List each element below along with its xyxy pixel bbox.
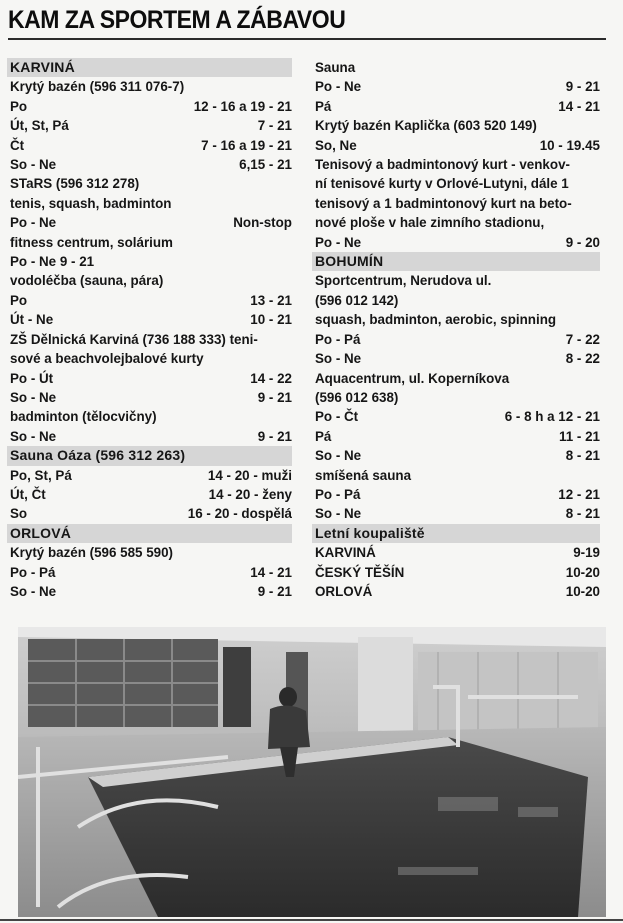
schedule-hours: 9 - 21	[257, 428, 292, 444]
listing-text: ní tenisové kurty v Orlové-Lutyni, dále 1	[315, 176, 569, 192]
schedule-row	[10, 213, 292, 232]
schedule-hours: 14 - 22	[250, 370, 292, 386]
section-header: KARVINÁ	[7, 58, 292, 77]
schedule-days: Pá	[315, 98, 332, 114]
schedule-hours: 7 - 21	[257, 118, 292, 134]
listing-text: Aquacentrum, ul. Koperníkova	[315, 370, 510, 386]
schedule-row	[10, 485, 292, 504]
schedule-row	[10, 369, 292, 388]
schedule-hours: Non-stop	[233, 215, 292, 231]
schedule-days: So - Ne	[10, 428, 57, 444]
schedule-hours: 9 - 21	[565, 79, 600, 95]
schedule-hours: 10 - 21	[250, 312, 292, 328]
schedule-days: So - Ne	[10, 583, 57, 599]
schedule-days: Út, Čt	[10, 486, 46, 502]
schedule-row	[10, 466, 292, 485]
listing-text: (596 012 638)	[315, 389, 399, 405]
schedule-days: So - Ne	[10, 157, 57, 173]
schedule-row	[10, 136, 292, 155]
schedule-row	[315, 504, 600, 523]
schedule-row	[315, 485, 600, 504]
schedule-days: So - Ne	[315, 351, 362, 367]
section-header: Sauna Oáza (596 312 263)	[7, 446, 292, 465]
schedule-row	[315, 427, 600, 446]
listing-text: Krytý bazén Kaplička (603 520 149)	[315, 118, 537, 134]
schedule-days: Pá	[315, 428, 332, 444]
schedule-row	[315, 97, 600, 116]
schedule-hours: 8 - 21	[565, 448, 600, 464]
listing-text: Sportcentrum, Nerudova ul.	[315, 273, 492, 289]
schedule-hours: 14 - 20 - muži	[207, 467, 292, 483]
schedule-days: Út, St, Pá	[10, 118, 69, 134]
schedule-hours: 14 - 21	[558, 98, 600, 114]
schedule-days: Po - Čt	[315, 409, 359, 425]
schedule-row	[315, 563, 600, 582]
schedule-days: Po - Pá	[10, 564, 56, 580]
listing-text: tenisový a 1 badmintonový kurt na beto-	[315, 195, 572, 211]
schedule-row	[10, 563, 292, 582]
schedule-days: So - Ne	[315, 448, 362, 464]
schedule-row	[315, 446, 600, 465]
bottom-rule	[0, 919, 623, 921]
right-column-listings	[315, 58, 600, 601]
schedule-hours: 8 - 22	[565, 351, 600, 367]
schedule-row	[315, 77, 600, 96]
listing-text: Krytý bazén (596 585 590)	[10, 545, 174, 561]
schedule-hours: 14 - 21	[250, 564, 292, 580]
schedule-row	[315, 136, 600, 155]
schedule-hours: 14 - 20 - ženy	[208, 486, 292, 502]
schedule-days: ORLOVÁ	[315, 583, 373, 599]
schedule-row	[10, 291, 292, 310]
listing-text: smíšená sauna	[315, 467, 412, 483]
indoor-pool-photo	[18, 627, 606, 917]
schedule-hours: 9 - 20	[565, 234, 600, 250]
listing-text: Krytý bazén (596 311 076-7)	[10, 79, 185, 95]
listing-text: Tenisový a badmintonový kurt - venkov-	[315, 157, 570, 173]
listing-text: vodoléčba (sauna, pára)	[10, 273, 164, 289]
page-headline: KAM ZA SPORTEM A ZÁBAVOU	[8, 6, 346, 34]
schedule-days: Po	[10, 98, 28, 114]
schedule-days: Po - Út	[10, 370, 54, 386]
schedule-days: Po - Ne	[315, 79, 362, 95]
schedule-hours: 7 - 16 a 19 - 21	[201, 137, 292, 153]
listing-text: fitness centrum, solárium	[10, 234, 173, 250]
schedule-hours: 12 - 16 a 19 - 21	[193, 98, 292, 114]
schedule-days: Po	[10, 292, 28, 308]
listing-text: Sauna	[315, 60, 356, 75]
schedule-row	[10, 504, 292, 523]
section-header: BOHUMÍN	[312, 252, 600, 271]
schedule-hours: 9-19	[573, 545, 600, 561]
schedule-days: KARVINÁ	[315, 545, 376, 561]
listing-text: STaRS (596 312 278)	[10, 176, 140, 192]
schedule-row	[10, 427, 292, 446]
schedule-row	[10, 116, 292, 135]
schedule-row	[315, 330, 600, 349]
schedule-days: ČESKÝ TĚŠÍN	[315, 564, 405, 580]
schedule-days: Po, St, Pá	[10, 467, 72, 483]
schedule-hours: 11 - 21	[559, 428, 600, 444]
listing-text: Po - Ne 9 - 21	[10, 254, 95, 270]
schedule-hours: 6,15 - 21	[239, 157, 292, 173]
schedule-days: Po - Ne	[10, 215, 57, 231]
schedule-row	[315, 582, 600, 601]
section-header: ORLOVÁ	[7, 524, 292, 543]
listing-text: nové ploše v hale zimního stadionu,	[315, 215, 545, 231]
schedule-row	[10, 155, 292, 174]
schedule-days: Čt	[10, 137, 25, 153]
schedule-hours: 12 - 21	[558, 486, 600, 502]
schedule-hours: 10-20	[565, 564, 600, 580]
headline-rule	[8, 38, 606, 40]
schedule-days: So, Ne	[315, 137, 357, 153]
schedule-days: Po - Pá	[315, 486, 361, 502]
schedule-hours: 13 - 21	[250, 292, 292, 308]
schedule-row	[10, 582, 292, 601]
schedule-hours: 9 - 21	[257, 583, 292, 599]
schedule-days: So - Ne	[10, 389, 57, 405]
schedule-row	[315, 407, 600, 426]
listing-text: badminton (tělocvičny)	[10, 409, 157, 425]
schedule-row	[10, 388, 292, 407]
schedule-hours: 10 - 19.45	[539, 137, 600, 153]
schedule-days: So - Ne	[315, 506, 362, 522]
schedule-days: So	[10, 506, 28, 522]
schedule-hours: 6 - 8 h a 12 - 21	[504, 409, 600, 425]
listing-text: ZŠ Dělnická Karviná (736 188 333) teni-	[10, 331, 258, 347]
schedule-hours: 9 - 21	[257, 389, 292, 405]
listing-text: squash, badminton, aerobic, spinning	[315, 312, 557, 328]
left-column-listings	[10, 58, 292, 601]
schedule-hours: 10-20	[565, 583, 600, 599]
section-header: Letní koupaliště	[312, 524, 600, 543]
listing-text: sové a beachvolejbalové kurty	[10, 351, 204, 367]
schedule-hours: 7 - 22	[565, 331, 600, 347]
listing-text: tenis, squash, badminton	[10, 195, 172, 211]
schedule-hours: 16 - 20 - dospělá	[187, 506, 292, 522]
schedule-days: Po - Pá	[315, 331, 361, 347]
schedule-row	[10, 97, 292, 116]
schedule-days: Út - Ne	[10, 312, 54, 328]
listing-text: (596 012 142)	[315, 292, 399, 308]
schedule-row	[10, 310, 292, 329]
schedule-row	[315, 233, 600, 252]
schedule-row	[315, 543, 600, 562]
schedule-hours: 8 - 21	[565, 506, 600, 522]
schedule-days: Po - Ne	[315, 234, 362, 250]
schedule-row	[315, 349, 600, 368]
